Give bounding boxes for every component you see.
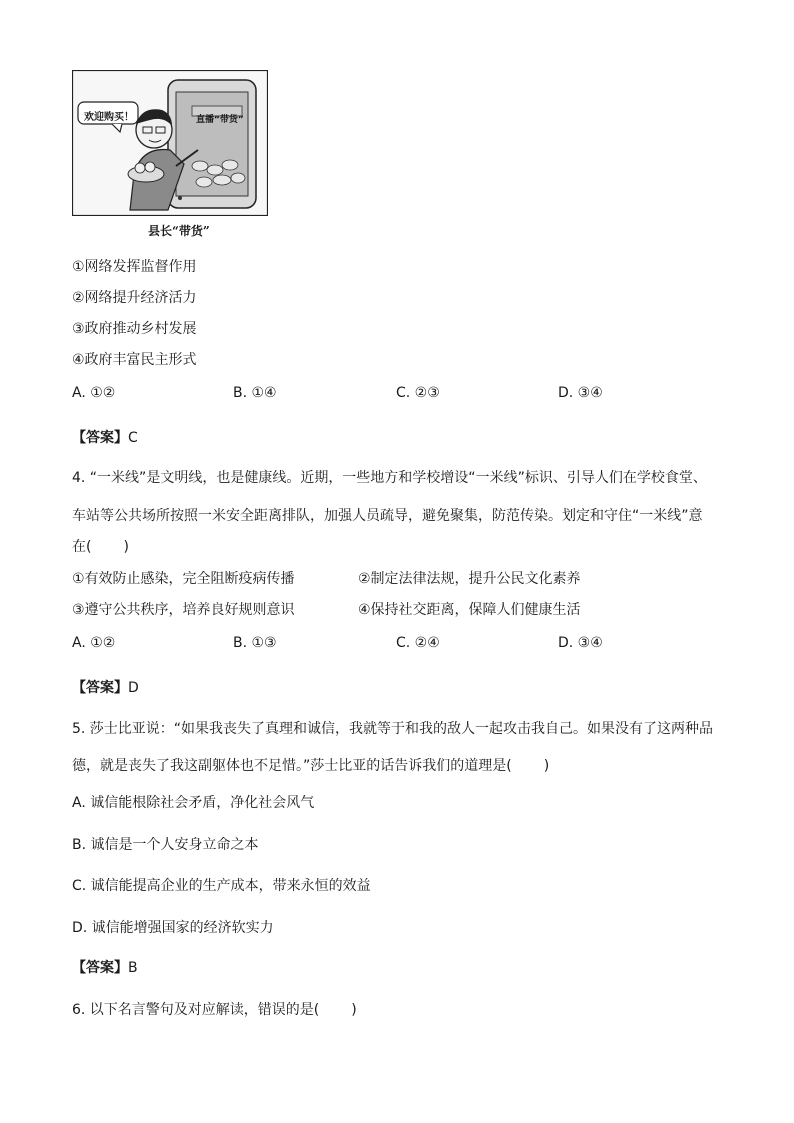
cartoon-illustration xyxy=(72,70,268,216)
q4-statement-1: ①有效防止感染，完全阻断疫病传播 xyxy=(72,571,295,587)
answer-value: C xyxy=(128,430,138,446)
q3-statement-3: ③政府推动乡村发展 xyxy=(72,321,197,337)
answer-label: 【答案】 xyxy=(72,960,128,976)
q3-statement-1: ①网络发挥监督作用 xyxy=(72,259,197,275)
q3-statement-4: ④政府丰富民主形式 xyxy=(72,352,197,368)
screen-text-2: “带货” xyxy=(214,115,244,125)
answer-label: 【答案】 xyxy=(72,430,128,446)
q6-stem-text: 6. 以下名言警句及对应解读，错误的是( xyxy=(72,1002,320,1018)
q4-stem-line-3 xyxy=(72,536,129,556)
q4-stem-line-1: 4. “一米线”是文明线，也是健康线。近期，一些地方和学校增设“一米线”标识、引导人们在学校食堂、 xyxy=(72,470,707,486)
q5-stem-line-1: 5. 莎士比亚说：“如果我丧失了真理和诚信，我就等于和我的敌人一起攻击我自己。如果没有了这两种品 xyxy=(72,721,714,737)
answer-value: B xyxy=(128,960,138,976)
q5-stem-paren-close: ) xyxy=(543,758,550,774)
q4-statement-3: ③遵守公共秩序，培养良好规则意识 xyxy=(72,602,295,618)
figure-caption: 县长“带货” xyxy=(148,224,210,238)
q4-stem-text: 在( xyxy=(72,539,92,555)
q4-stem-paren-close: ) xyxy=(123,539,129,555)
answer-value: D xyxy=(128,680,139,696)
q6-stem-paren-close: ) xyxy=(351,1002,357,1018)
q5-option-c: C. 诚信能提高企业的生产成本，带来永恒的效益 xyxy=(72,878,371,894)
q5-stem-text: 德，就是丧失了我这副躯体也不足惜。”莎士比亚的话告诉我们的道理是( xyxy=(72,758,512,774)
q5-option-d: D. 诚信能增强国家的经济软实力 xyxy=(72,920,274,936)
screen-text-1: 直播 xyxy=(196,115,215,125)
q4-option-c: C. ②④ xyxy=(396,635,440,651)
q4-statement-4: ④保持社交距离，保障人们健康生活 xyxy=(358,602,581,618)
q5-option-b: B. 诚信是一个人安身立命之本 xyxy=(72,837,259,853)
speech-bubble-text: 欢迎购买！ xyxy=(84,112,134,123)
q3-option-b: B. ①④ xyxy=(233,385,277,401)
q3-option-a: A. ①② xyxy=(72,385,116,401)
q4-option-a: A. ①② xyxy=(72,635,116,651)
q3-option-d: D. ③④ xyxy=(558,385,603,401)
q3-statement-2: ②网络提升经济活力 xyxy=(72,290,197,306)
q4-option-b: B. ①③ xyxy=(233,635,277,651)
q3-answer xyxy=(72,427,138,447)
answer-label: 【答案】 xyxy=(72,680,128,696)
q4-stem-line-2: 车站等公共场所按照一米安全距离排队，加强人员疏导，避免聚集，防范传染。划定和守住“一米线”意 xyxy=(72,508,703,524)
q4-option-d: D. ③④ xyxy=(558,635,603,651)
q5-stem-line-2 xyxy=(72,755,549,775)
q3-option-c: C. ②③ xyxy=(396,385,440,401)
q4-answer xyxy=(72,677,139,697)
q6-stem-line-1 xyxy=(72,999,357,1019)
q5-option-a: A. 诚信能根除社会矛盾，净化社会风气 xyxy=(72,795,315,811)
q4-statement-2: ②制定法律法规，提升公民文化素养 xyxy=(358,571,581,587)
q5-answer xyxy=(72,957,138,977)
cartoon-figure xyxy=(72,70,268,216)
